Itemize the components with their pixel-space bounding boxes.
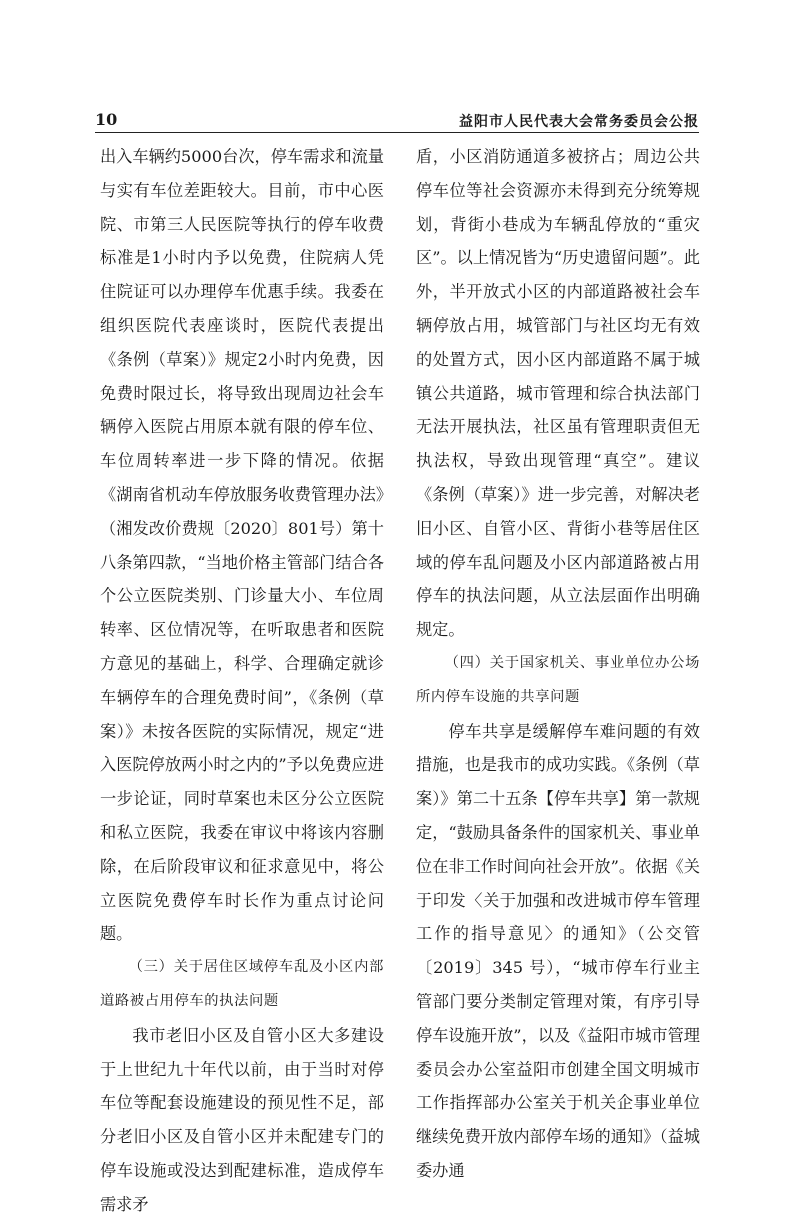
left-column xyxy=(100,140,384,1222)
section-heading-3: （三）关于居住区域停车乱及小区内部道路被占用停车的执法问题 xyxy=(100,959,384,1009)
paragraph-parking-sharing: 停车共享是缓解停车难问题的有效措施，也是我市的成功实践。《条例（草案）》第二十五条【停车共享】第一款规定，“鼓励具备条件的国家机关、事业单位在非工作时间向社会开放”。依据《关于印发〈关于加强和改进城市停车管理工作的指导意见〉的通知》（公交管〔2019〕345 号），“城市停车行业主管部门要分类制定管理对策，有序引导停车设施开放”，以及《益阳市城市管理委员会办公室益阳市创建全国文明城市工作指挥部办公室关于机关企事业单位继续免费开放内部停车场的通知》（益城委办通 xyxy=(416,721,700,1180)
page-header xyxy=(95,110,699,133)
paragraph-parking-hospital: 出入车辆约5000台次，停车需求和流量与实有车位差距较大。目前，市中心医院、市第三人民医院等执行的停车收费标准是1小时内予以免费，住院病人凭住院证可以办理停车优惠手续。我委在组织医院代表座谈时，医院代表提出《条例（草案）》规定2小时内免费，因免费时限过长，将导致出现周边社会车辆停入医院占用原本就有限的停车位、车位周转率进一步下降的情况。依据《湖南省机动车停放服务收费管理办法》（湘发改价费规〔2020〕801号）第十八条第四款，“当地价格主管部门结合各个公立医院类别、门诊量大小、车位周转率、区位情况等，在听取患者和医院方意见的基础上，科学、合理确定就诊车辆停车的合理免费时间”，《条例（草案）》未按各医院的实际情况，规定“进入医院停放两小时之内的”予以免费应进一步论证，同时草案也未区分公立医院和私立医院，我委在审议中将该内容删除，在后阶段审议和征求意见中，将公立医院免费停车时长作为重点讨论问题。 xyxy=(100,147,385,944)
right-column xyxy=(416,140,700,1188)
paragraph-residential-enforcement: 盾，小区消防通道多被挤占；周边公共停车位等社会资源亦未得到充分统筹规划，背街小巷成为车辆乱停放的“重灾区”。以上情况皆为“历史遗留问题”。此外，半开放式小区的内部道路被社会车辆停放占用，城管部门与社区均无有效的处置方式，因小区内部道路不属于城镇公共道路，城市管理和综合执法部门无法开展执法，社区虽有管理职责但无执法权，导致出现管理“真空”。建议《条例（草案）》进一步完善，对解决老旧小区、自管小区、背街小巷等居住区域的停车乱问题及小区内部道路被占用停车的执法问题，从立法层面作出明确规定。 xyxy=(416,147,700,640)
page-number: 10 xyxy=(95,110,118,129)
section-heading-4: （四）关于国家机关、事业单位办公场所内停车设施的共享问题 xyxy=(416,654,700,705)
paragraph-old-communities: 我市老旧小区及自管小区大多建设于上世纪九十年代以前，由于当时对停车位等配套设施建设的预见性不足，部分老旧小区及自管小区并未配建专门的停车设施或没达到配建标准，造成停车需求矛 xyxy=(100,1025,384,1214)
journal-title: 益阳市人民代表大会常务委员会公报 xyxy=(459,114,699,130)
